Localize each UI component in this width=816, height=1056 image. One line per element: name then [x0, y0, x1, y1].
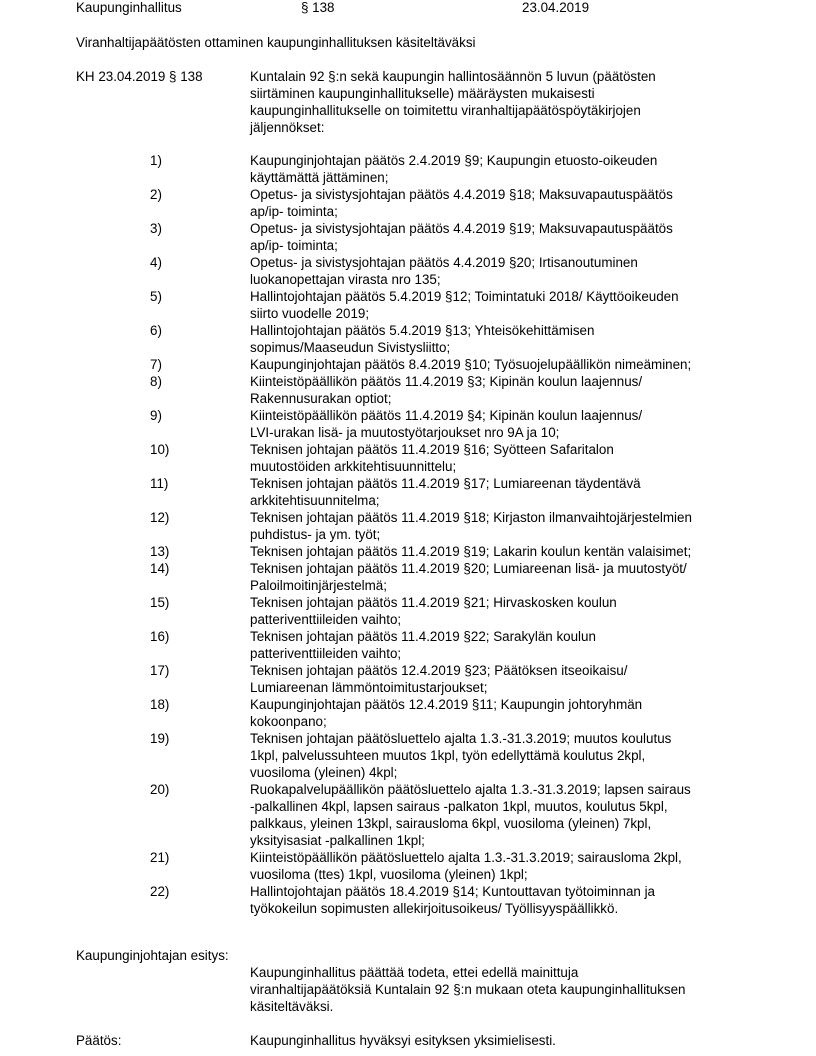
list-item-line: siirto vuodelle 2019; — [250, 306, 370, 321]
list-item-line: Hallintojohtajan päätös 5.4.2019 §13; Yhteisökehittämisen — [250, 323, 595, 338]
list-item-line: 1kpl, palvelussuhteen muutos 1kpl, työn edellyttämä koulutus 2kpl, — [250, 748, 646, 763]
list-item-line: Teknisen johtajan päätös 11.4.2019 §19; Lakarin koulun kentän valaisimet; — [250, 544, 692, 559]
intro-paragraph — [250, 68, 730, 136]
list-item-number: 5) — [150, 289, 162, 304]
list-item-number: 7) — [150, 357, 162, 372]
decision-text: Kaupunginhallitus hyväksyi esityksen yksimielisesti. — [250, 1033, 556, 1048]
list-item-number: 13) — [150, 544, 170, 559]
list-item-line: Kiinteistöpäällikön päätösluettelo ajalta 1.3.-31.3.2019; sairausloma 2kpl, — [250, 850, 682, 865]
list-item — [250, 594, 750, 628]
list-item-line: vuosiloma (yleinen) 4kpl; — [250, 765, 398, 780]
list-item-number: 16) — [150, 629, 170, 644]
list-item-number: 2) — [150, 187, 162, 202]
list-item-number: 8) — [150, 374, 162, 389]
list-item-line: luokanopettajan virasta nro 135; — [250, 272, 441, 287]
list-item-number: 1) — [150, 153, 162, 168]
list-item-number: 22) — [150, 884, 170, 899]
list-item — [250, 883, 750, 917]
list-item — [250, 696, 750, 730]
list-item-line: muutostöiden arkkitehtisuunnittelu; — [250, 459, 457, 474]
list-item-line: sopimus/Maaseudun Sivistysliitto; — [250, 340, 451, 355]
list-item — [250, 373, 750, 407]
list-item — [250, 509, 750, 543]
list-item-line: Paloilmoitinjärjestelmä; — [250, 578, 387, 593]
intro-line: siirtäminen kaupunginhallitukselle) määräysten mukaisesti — [250, 86, 595, 101]
list-item — [250, 322, 750, 356]
document-subject: Viranhaltijapäätösten ottaminen kaupunginhallituksen käsiteltäväksi — [76, 35, 476, 50]
list-item-line: Lumiareenan lämmöntoimitustarjoukset; — [250, 680, 488, 695]
list-item-line: Opetus- ja sivistysjohtajan päätös 4.4.2019 §19; Maksuvapautuspäätös — [250, 221, 673, 236]
list-item — [250, 560, 750, 594]
proposal-line: Kaupunginhallitus päättää todeta, ettei edellä mainittuja — [250, 965, 579, 980]
list-item-line: vuosiloma (ttes) 1kpl, vuosiloma (yleinen) 1kpl; — [250, 867, 528, 882]
list-item-number: 9) — [150, 408, 162, 423]
list-item — [250, 475, 750, 509]
list-item-line: kokoonpano; — [250, 714, 327, 729]
list-item-number: 14) — [150, 561, 170, 576]
proposal-line: viranhaltijapäätöksiä Kuntalain 92 §:n mukaan oteta kaupunginhallituksen — [250, 982, 686, 997]
list-item-line: Teknisen johtajan päätös 11.4.2019 §18; Kirjaston ilmanvaihtojärjestelmien — [250, 510, 692, 525]
list-item-number: 18) — [150, 697, 170, 712]
list-item-line: ap/ip- toiminta; — [250, 238, 338, 253]
list-item-line: Opetus- ja sivistysjohtajan päätös 4.4.2019 §20; Irtisanoutuminen — [250, 255, 638, 270]
list-item-line: Teknisen johtajan päätös 11.4.2019 §17; Lumiareenan täydentävä — [250, 476, 641, 491]
list-item-line: arkkitehtisuunnitelma; — [250, 493, 380, 508]
list-item-line: Teknisen johtajan päätös 11.4.2019 §21; Hirvaskosken koulun — [250, 595, 617, 610]
list-item-line: Teknisen johtajan päätös 11.4.2019 §16; Syötteen Safaritalon — [250, 442, 614, 457]
list-item-line: -palkallinen 4kpl, lapsen sairaus -palkaton 1kpl, muutos, koulutus 5kpl, — [250, 799, 668, 814]
list-item-line: Rakennusurakan optiot; — [250, 391, 392, 406]
list-item-line: patteriventtiileiden vaihto; — [250, 612, 402, 627]
list-item-number: 10) — [150, 442, 170, 457]
list-item — [250, 441, 750, 475]
list-item-line: Opetus- ja sivistysjohtajan päätös 4.4.2019 §18; Maksuvapautuspäätös — [250, 187, 673, 202]
list-item-line: Hallintojohtajan päätös 18.4.2019 §14; Kuntouttavan työtoiminnan ja — [250, 884, 655, 899]
list-item — [250, 407, 750, 441]
list-item-line: Hallintojohtajan päätös 5.4.2019 §12; Toimintatuki 2018/ Käyttöoikeuden — [250, 289, 679, 304]
list-item-number: 4) — [150, 255, 162, 270]
list-item-line: Kiinteistöpäällikön päätös 11.4.2019 §3; Kipinän koulun laajennus/ — [250, 374, 643, 389]
header-body: Kaupunginhallitus — [76, 0, 182, 15]
list-item-line: Kaupunginjohtajan päätös 2.4.2019 §9; Kaupungin etuosto-oikeuden — [250, 153, 658, 168]
list-item-line: palkkaus, yleinen 13kpl, sairausloma 6kpl, vuosiloma (yleinen) 7kpl, — [250, 816, 652, 831]
list-item-line: Kiinteistöpäällikön päätös 11.4.2019 §4; Kipinän koulun laajennus/ — [250, 408, 643, 423]
list-item-line: Teknisen johtajan päätös 11.4.2019 §20; Lumiareenan lisä- ja muutostyöt/ — [250, 561, 687, 576]
list-item-line: Teknisen johtajan päätös 11.4.2019 §22; Sarakylän koulun — [250, 629, 596, 644]
list-item-line: Kaupunginjohtajan päätös 8.4.2019 §10; Työsuojelupäällikön nimeäminen; — [250, 357, 692, 372]
list-item — [250, 356, 750, 373]
list-item-line: Teknisen johtajan päätösluettelo ajalta 1.3.-31.3.2019; muutos koulutus — [250, 731, 672, 746]
list-item-number: 21) — [150, 850, 170, 865]
list-item — [250, 730, 750, 781]
list-item-line: käyttämättä jättäminen; — [250, 170, 389, 185]
intro-line: Kuntalain 92 §:n sekä kaupungin hallintosäännön 5 luvun (päätösten — [250, 69, 656, 84]
proposal-line: käsiteltäväksi. — [250, 999, 334, 1014]
list-item-line: patteriventtiileiden vaihto; — [250, 646, 402, 661]
list-item-line: työkokeilun sopimusten allekirjoitusoikeus/ Työllisyyspäällikkö. — [250, 901, 619, 916]
header-date: 23.04.2019 — [522, 0, 590, 15]
list-item — [250, 186, 750, 220]
list-item-number: 20) — [150, 782, 170, 797]
list-item-number: 17) — [150, 663, 170, 678]
meeting-reference: KH 23.04.2019 § 138 — [76, 69, 203, 84]
intro-line: kaupunginhallitukselle on toimitettu viranhaltijapäätöspöytäkirjojen — [250, 103, 641, 118]
list-item-number: 3) — [150, 221, 162, 236]
list-item-line: yksityisasiat -palkallinen 1kpl; — [250, 833, 425, 848]
list-item-line: ap/ip- toiminta; — [250, 204, 338, 219]
list-item — [250, 781, 750, 849]
list-item-number: 15) — [150, 595, 170, 610]
list-item-line: LVI-urakan lisä- ja muutostyötarjoukset nro 9A ja 10; — [250, 425, 560, 440]
intro-line: jäljennökset: — [250, 120, 325, 135]
list-item-line: Teknisen johtajan päätös 12.4.2019 §23; Päätöksen itseoikaisu/ — [250, 663, 628, 678]
proposal-text — [250, 964, 750, 1015]
list-item-line: Kaupunginjohtajan päätös 12.4.2019 §11; Kaupungin johtoryhmän — [250, 697, 643, 712]
list-item-number: 11) — [150, 476, 169, 491]
list-item — [250, 220, 750, 254]
list-item-number: 19) — [150, 731, 170, 746]
list-item — [250, 254, 750, 288]
list-item — [250, 288, 750, 322]
list-item — [250, 152, 750, 186]
list-item-number: 6) — [150, 323, 162, 338]
list-item — [250, 543, 750, 560]
list-item-line: Ruokapalvelupäällikön päätösluettelo ajalta 1.3.-31.3.2019; lapsen sairaus — [250, 782, 691, 797]
list-item — [250, 628, 750, 662]
list-item-number: 12) — [150, 510, 170, 525]
list-item — [250, 662, 750, 696]
decision-label: Päätös: — [76, 1033, 122, 1048]
list-item — [250, 849, 750, 883]
header-section: § 138 — [301, 0, 335, 15]
list-item-line: puhdistus- ja ym. työt; — [250, 527, 381, 542]
proposal-label: Kaupunginjohtajan esitys: — [76, 948, 229, 963]
